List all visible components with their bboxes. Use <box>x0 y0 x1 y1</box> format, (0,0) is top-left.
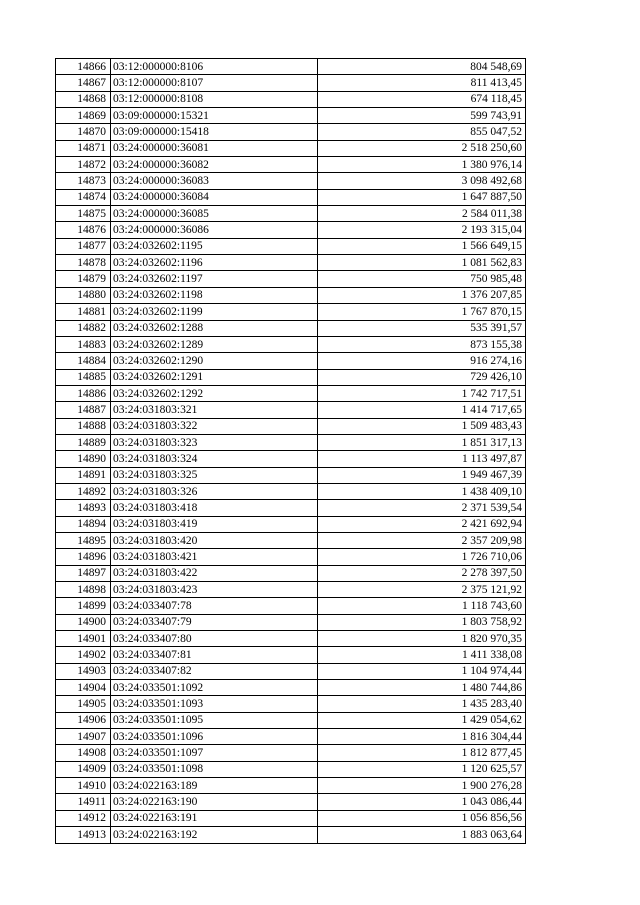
cadastral-number-cell: 03:24:033501:1093 <box>111 696 318 712</box>
row-number-cell: 14875 <box>56 206 111 222</box>
cadastral-value-cell: 2 584 011,38 <box>318 206 526 222</box>
row-number-cell: 14910 <box>56 778 111 794</box>
table-row <box>56 255 526 271</box>
cadastral-value-table <box>55 58 526 844</box>
table-row <box>56 91 526 107</box>
row-number-cell: 14870 <box>56 124 111 140</box>
cadastral-number-cell: 03:24:032602:1292 <box>111 385 318 401</box>
cadastral-number-cell: 03:12:000000:8106 <box>111 59 318 75</box>
cadastral-number-cell: 03:24:033501:1092 <box>111 680 318 696</box>
table-row <box>56 206 526 222</box>
cadastral-value-cell: 1 043 086,44 <box>318 794 526 810</box>
row-number-cell: 14897 <box>56 565 111 581</box>
cadastral-number-cell: 03:24:033407:78 <box>111 598 318 614</box>
table-row <box>56 418 526 434</box>
row-number-cell: 14912 <box>56 810 111 826</box>
cadastral-value-cell: 1 480 744,86 <box>318 680 526 696</box>
table-row <box>56 304 526 320</box>
cadastral-number-cell: 03:24:032602:1196 <box>111 255 318 271</box>
cadastral-value-cell: 2 357 209,98 <box>318 532 526 548</box>
table-row <box>56 532 526 548</box>
cadastral-value-cell: 1 803 758,92 <box>318 614 526 630</box>
cadastral-number-cell: 03:24:031803:420 <box>111 532 318 548</box>
row-number-cell: 14887 <box>56 402 111 418</box>
table-row <box>56 500 526 516</box>
cadastral-value-cell: 1 726 710,06 <box>318 549 526 565</box>
row-number-cell: 14880 <box>56 287 111 303</box>
cadastral-value-cell: 729 426,10 <box>318 369 526 385</box>
cadastral-number-cell: 03:24:031803:423 <box>111 582 318 598</box>
row-number-cell: 14904 <box>56 680 111 696</box>
table-row <box>56 140 526 156</box>
cadastral-value-cell: 1 113 497,87 <box>318 451 526 467</box>
cadastral-number-cell: 03:24:000000:36083 <box>111 173 318 189</box>
table-row <box>56 794 526 810</box>
table-row <box>56 336 526 352</box>
cadastral-number-cell: 03:24:031803:325 <box>111 467 318 483</box>
table-row <box>56 434 526 450</box>
table-row <box>56 729 526 745</box>
cadastral-value-cell: 804 548,69 <box>318 59 526 75</box>
row-number-cell: 14900 <box>56 614 111 630</box>
row-number-cell: 14873 <box>56 173 111 189</box>
row-number-cell: 14893 <box>56 500 111 516</box>
row-number-cell: 14906 <box>56 712 111 728</box>
cadastral-number-cell: 03:24:032602:1290 <box>111 353 318 369</box>
table-row <box>56 631 526 647</box>
table-row <box>56 287 526 303</box>
table-row <box>56 467 526 483</box>
table-row <box>56 663 526 679</box>
table-row <box>56 582 526 598</box>
row-number-cell: 14866 <box>56 59 111 75</box>
cadastral-value-cell: 3 098 492,68 <box>318 173 526 189</box>
row-number-cell: 14891 <box>56 467 111 483</box>
table-row <box>56 680 526 696</box>
cadastral-value-cell: 916 274,16 <box>318 353 526 369</box>
cadastral-value-cell: 2 421 692,94 <box>318 516 526 532</box>
cadastral-number-cell: 03:24:022163:191 <box>111 810 318 826</box>
cadastral-value-cell: 1 104 974,44 <box>318 663 526 679</box>
row-number-cell: 14908 <box>56 745 111 761</box>
cadastral-number-cell: 03:24:000000:36084 <box>111 189 318 205</box>
table-row <box>56 320 526 336</box>
table-row <box>56 712 526 728</box>
cadastral-number-cell: 03:24:022163:190 <box>111 794 318 810</box>
table-row <box>56 778 526 794</box>
cadastral-value-cell: 2 278 397,50 <box>318 565 526 581</box>
cadastral-value-cell: 1 081 562,83 <box>318 255 526 271</box>
row-number-cell: 14869 <box>56 108 111 124</box>
row-number-cell: 14903 <box>56 663 111 679</box>
row-number-cell: 14907 <box>56 729 111 745</box>
cadastral-number-cell: 03:24:031803:422 <box>111 565 318 581</box>
cadastral-value-cell: 599 743,91 <box>318 108 526 124</box>
cadastral-number-cell: 03:24:000000:36081 <box>111 140 318 156</box>
cadastral-number-cell: 03:24:031803:421 <box>111 549 318 565</box>
cadastral-value-cell: 873 155,38 <box>318 336 526 352</box>
table-row <box>56 189 526 205</box>
cadastral-value-cell: 811 413,45 <box>318 75 526 91</box>
cadastral-number-cell: 03:24:033501:1096 <box>111 729 318 745</box>
row-number-cell: 14913 <box>56 827 111 843</box>
cadastral-value-cell: 2 518 250,60 <box>318 140 526 156</box>
cadastral-value-cell: 1 380 976,14 <box>318 157 526 173</box>
table-row <box>56 385 526 401</box>
cadastral-number-cell: 03:12:000000:8107 <box>111 75 318 91</box>
table-body <box>56 59 526 844</box>
row-number-cell: 14890 <box>56 451 111 467</box>
cadastral-value-cell: 1 376 207,85 <box>318 287 526 303</box>
row-number-cell: 14899 <box>56 598 111 614</box>
cadastral-value-cell: 1 566 649,15 <box>318 238 526 254</box>
cadastral-number-cell: 03:24:033407:82 <box>111 663 318 679</box>
row-number-cell: 14902 <box>56 647 111 663</box>
cadastral-number-cell: 03:24:033501:1095 <box>111 712 318 728</box>
row-number-cell: 14909 <box>56 761 111 777</box>
table-row <box>56 238 526 254</box>
cadastral-number-cell: 03:24:032602:1289 <box>111 336 318 352</box>
row-number-cell: 14867 <box>56 75 111 91</box>
cadastral-number-cell: 03:24:022163:189 <box>111 778 318 794</box>
table-row <box>56 696 526 712</box>
row-number-cell: 14878 <box>56 255 111 271</box>
cadastral-number-cell: 03:09:000000:15321 <box>111 108 318 124</box>
cadastral-number-cell: 03:24:032602:1197 <box>111 271 318 287</box>
cadastral-number-cell: 03:24:032602:1288 <box>111 320 318 336</box>
cadastral-number-cell: 03:24:031803:321 <box>111 402 318 418</box>
table-row <box>56 222 526 238</box>
cadastral-number-cell: 03:24:032602:1195 <box>111 238 318 254</box>
row-number-cell: 14879 <box>56 271 111 287</box>
cadastral-value-cell: 535 391,57 <box>318 320 526 336</box>
cadastral-number-cell: 03:24:022163:192 <box>111 827 318 843</box>
row-number-cell: 14882 <box>56 320 111 336</box>
table-row <box>56 745 526 761</box>
cadastral-value-cell: 1 435 283,40 <box>318 696 526 712</box>
table-row <box>56 598 526 614</box>
cadastral-number-cell: 03:12:000000:8108 <box>111 91 318 107</box>
row-number-cell: 14881 <box>56 304 111 320</box>
cadastral-value-cell: 1 767 870,15 <box>318 304 526 320</box>
cadastral-value-cell: 1 851 317,13 <box>318 434 526 450</box>
cadastral-number-cell: 03:24:033407:79 <box>111 614 318 630</box>
row-number-cell: 14874 <box>56 189 111 205</box>
cadastral-value-cell: 1 118 743,60 <box>318 598 526 614</box>
cadastral-value-cell: 1 812 877,45 <box>318 745 526 761</box>
cadastral-value-cell: 1 949 467,39 <box>318 467 526 483</box>
table-row <box>56 108 526 124</box>
table-row <box>56 271 526 287</box>
cadastral-value-cell: 750 985,48 <box>318 271 526 287</box>
table-row <box>56 483 526 499</box>
row-number-cell: 14876 <box>56 222 111 238</box>
cadastral-number-cell: 03:24:000000:36085 <box>111 206 318 222</box>
table-row <box>56 124 526 140</box>
cadastral-value-cell: 1 414 717,65 <box>318 402 526 418</box>
cadastral-number-cell: 03:24:032602:1198 <box>111 287 318 303</box>
cadastral-value-cell: 1 900 276,28 <box>318 778 526 794</box>
cadastral-number-cell: 03:24:031803:322 <box>111 418 318 434</box>
table-row <box>56 402 526 418</box>
table-row <box>56 549 526 565</box>
row-number-cell: 14888 <box>56 418 111 434</box>
row-number-cell: 14884 <box>56 353 111 369</box>
cadastral-value-cell: 674 118,45 <box>318 91 526 107</box>
cadastral-value-cell: 1 438 409,10 <box>318 483 526 499</box>
cadastral-value-cell: 1 816 304,44 <box>318 729 526 745</box>
cadastral-number-cell: 03:24:033407:81 <box>111 647 318 663</box>
cadastral-value-cell: 2 193 315,04 <box>318 222 526 238</box>
row-number-cell: 14883 <box>56 336 111 352</box>
table-row <box>56 516 526 532</box>
cadastral-number-cell: 03:24:031803:324 <box>111 451 318 467</box>
row-number-cell: 14886 <box>56 385 111 401</box>
row-number-cell: 14898 <box>56 582 111 598</box>
cadastral-value-cell: 1 056 856,56 <box>318 810 526 826</box>
cadastral-value-cell: 1 883 063,64 <box>318 827 526 843</box>
table-row <box>56 761 526 777</box>
cadastral-value-cell: 1 820 970,35 <box>318 631 526 647</box>
table-row <box>56 614 526 630</box>
table-row <box>56 565 526 581</box>
row-number-cell: 14892 <box>56 483 111 499</box>
cadastral-number-cell: 03:24:032602:1291 <box>111 369 318 385</box>
cadastral-number-cell: 03:24:033407:80 <box>111 631 318 647</box>
table-row <box>56 369 526 385</box>
row-number-cell: 14871 <box>56 140 111 156</box>
cadastral-value-cell: 1 742 717,51 <box>318 385 526 401</box>
row-number-cell: 14868 <box>56 91 111 107</box>
cadastral-value-cell: 1 509 483,43 <box>318 418 526 434</box>
cadastral-value-cell: 2 371 539,54 <box>318 500 526 516</box>
table-row <box>56 647 526 663</box>
table-row <box>56 451 526 467</box>
table-row <box>56 353 526 369</box>
cadastral-value-cell: 855 047,52 <box>318 124 526 140</box>
cadastral-value-cell: 1 429 054,62 <box>318 712 526 728</box>
row-number-cell: 14894 <box>56 516 111 532</box>
cadastral-number-cell: 03:24:032602:1199 <box>111 304 318 320</box>
cadastral-value-cell: 1 120 625,57 <box>318 761 526 777</box>
row-number-cell: 14872 <box>56 157 111 173</box>
row-number-cell: 14889 <box>56 434 111 450</box>
cadastral-number-cell: 03:24:031803:323 <box>111 434 318 450</box>
cadastral-value-cell: 2 375 121,92 <box>318 582 526 598</box>
table-row <box>56 59 526 75</box>
row-number-cell: 14895 <box>56 532 111 548</box>
row-number-cell: 14885 <box>56 369 111 385</box>
cadastral-number-cell: 03:24:031803:418 <box>111 500 318 516</box>
cadastral-number-cell: 03:24:000000:36082 <box>111 157 318 173</box>
cadastral-number-cell: 03:24:000000:36086 <box>111 222 318 238</box>
cadastral-value-cell: 1 411 338,08 <box>318 647 526 663</box>
row-number-cell: 14911 <box>56 794 111 810</box>
cadastral-number-cell: 03:24:033501:1097 <box>111 745 318 761</box>
row-number-cell: 14905 <box>56 696 111 712</box>
row-number-cell: 14877 <box>56 238 111 254</box>
cadastral-number-cell: 03:24:031803:326 <box>111 483 318 499</box>
row-number-cell: 14901 <box>56 631 111 647</box>
cadastral-number-cell: 03:24:031803:419 <box>111 516 318 532</box>
cadastral-number-cell: 03:24:033501:1098 <box>111 761 318 777</box>
cadastral-number-cell: 03:09:000000:15418 <box>111 124 318 140</box>
table-row <box>56 157 526 173</box>
cadastral-value-cell: 1 647 887,50 <box>318 189 526 205</box>
table-row <box>56 810 526 826</box>
table-row <box>56 75 526 91</box>
table-row <box>56 827 526 843</box>
row-number-cell: 14896 <box>56 549 111 565</box>
table-row <box>56 173 526 189</box>
